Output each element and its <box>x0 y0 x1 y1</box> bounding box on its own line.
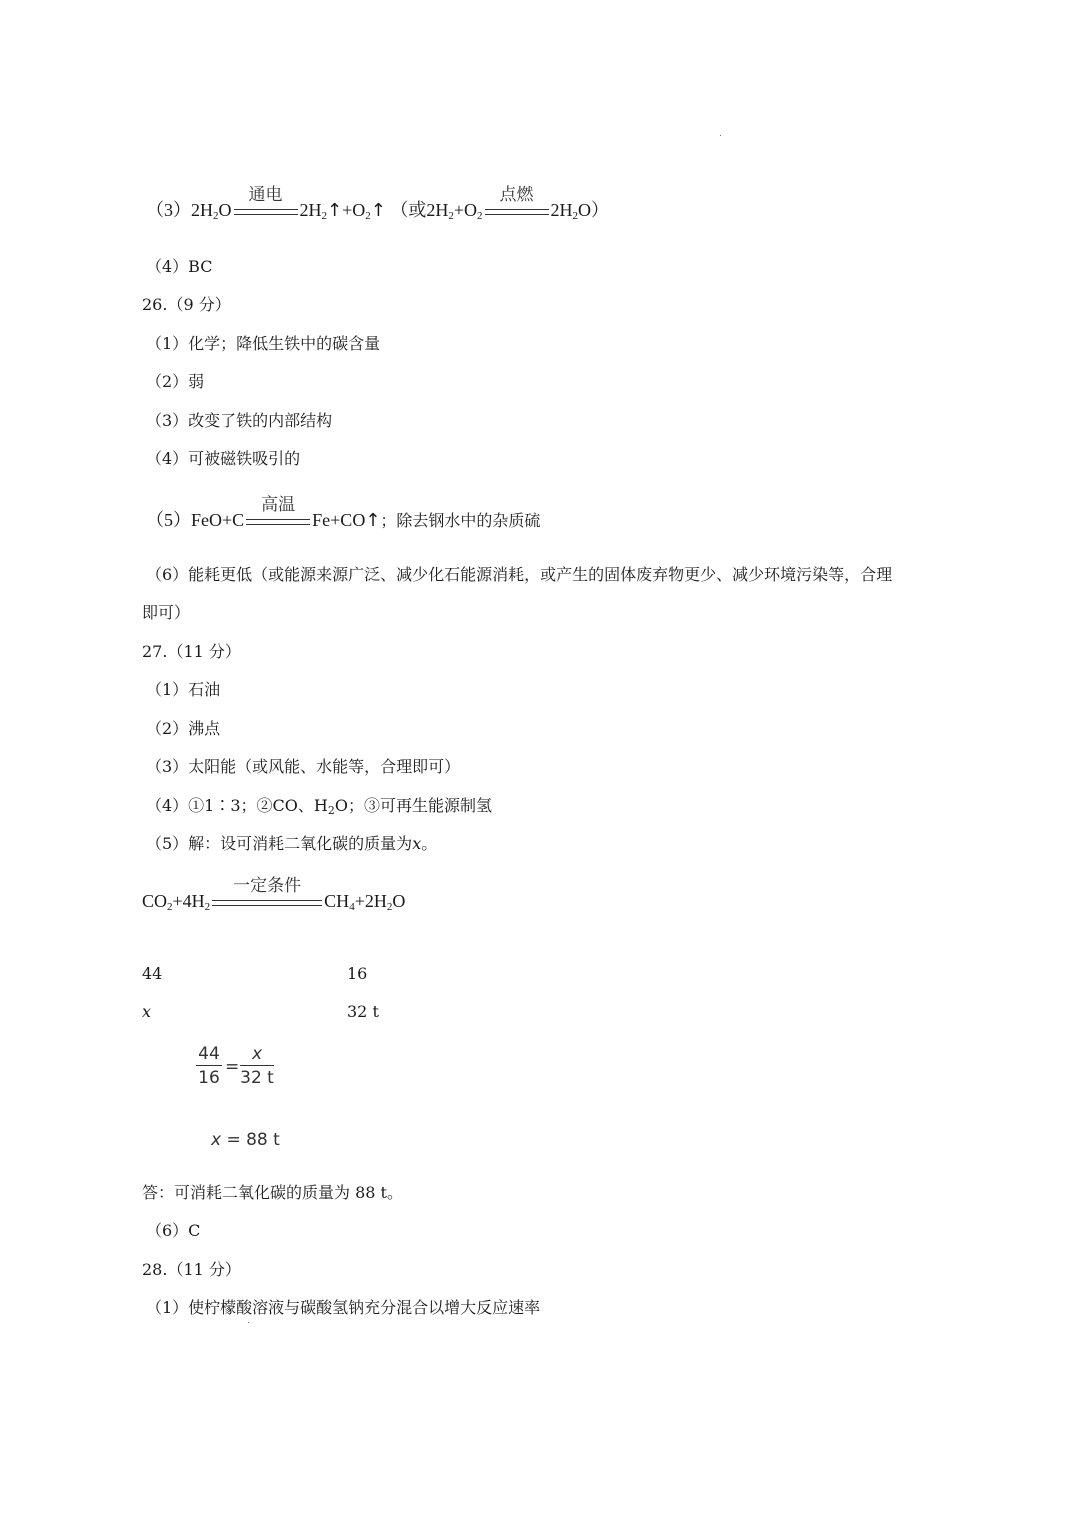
gas-up-icon: ↑ <box>327 200 343 221</box>
eq-text: +4H <box>172 891 205 911</box>
fraction-numerator: 44 <box>196 1044 222 1066</box>
stray-mark <box>720 135 721 136</box>
q27-header: 27.（11 分） <box>142 642 241 661</box>
fraction-denominator: 16 <box>198 1068 220 1088</box>
eq-sub: 4 <box>349 901 355 913</box>
stray-mark <box>248 1322 249 1323</box>
text: 。 <box>421 834 438 853</box>
q25-4-answer: （4）BC <box>146 257 213 276</box>
q27-answer-5 <box>146 834 437 854</box>
reaction-condition: 一定条件 <box>233 875 302 896</box>
eq-text: 2H <box>550 200 573 220</box>
unknown-mass: x <box>142 1002 152 1021</box>
reaction-arrow <box>246 494 310 532</box>
result-value: = 88 t <box>226 1130 280 1150</box>
double-line <box>212 900 322 906</box>
reaction-condition: 通电 <box>248 184 283 205</box>
eq-sub: 2 <box>386 901 393 913</box>
variable: x <box>211 1130 222 1150</box>
q27-answer-2: （2）沸点 <box>146 719 221 738</box>
sub: 2 <box>327 804 335 817</box>
q28-header: 28.（11 分） <box>142 1260 241 1279</box>
eq-text: （3）2H <box>146 200 213 220</box>
eq-text: CO <box>142 891 168 911</box>
eq-text: 2H <box>299 200 322 220</box>
eq-text: （或2H <box>390 200 449 220</box>
q26-answer-2: （2）弱 <box>146 372 205 391</box>
q27-answer-4 <box>146 796 492 821</box>
q26-answer-4: （4）可被磁铁吸引的 <box>146 449 301 468</box>
eq-text: +2H <box>354 891 387 911</box>
ratio-equals: = <box>225 1057 240 1077</box>
text: （5）解：设可消耗二氧化碳的质量为 <box>146 834 413 853</box>
ratio-left-fraction <box>196 1044 222 1088</box>
eq-sub: 2 <box>477 210 483 222</box>
fraction-numerator: x <box>240 1044 274 1066</box>
gas-up-icon: ↑ <box>365 510 381 531</box>
eq-text: CH <box>324 891 350 911</box>
q26-header: 26.（9 分） <box>142 295 231 314</box>
mass-right: 16 <box>347 964 368 983</box>
eq-sub: 2 <box>204 901 211 913</box>
eq-text: （5）FeO+C <box>146 510 245 530</box>
eq-sub: 2 <box>448 210 454 222</box>
result <box>211 1130 280 1150</box>
reaction-arrow <box>234 184 298 222</box>
fraction-denominator: 32 t <box>240 1068 274 1088</box>
ratio-right-fraction <box>240 1044 274 1088</box>
q28-answer-1: （1）使柠檬酸溶液与碳酸氢钠充分混合以增大反应速率 <box>146 1298 541 1317</box>
q27-answer-3: （3）太阳能（或风能、水能等，合理即可） <box>146 757 461 776</box>
eq-text: +O <box>342 200 366 220</box>
text: （4）①1∶3；②CO、H <box>146 796 328 815</box>
q26-answer-1: （1）化学；降低生铁中的碳含量 <box>146 334 381 353</box>
variable: x <box>412 834 422 853</box>
q26-answer-5 <box>146 494 541 532</box>
eq-text: O） <box>578 200 609 220</box>
text: O；③可再生能源制氢 <box>334 796 492 815</box>
eq-text: O <box>392 891 406 911</box>
reaction-arrow <box>485 184 549 222</box>
double-line <box>234 209 298 215</box>
q26-answer-6-line2: 即可） <box>142 603 191 622</box>
reaction-condition: 高温 <box>261 494 296 515</box>
eq-sub: 2 <box>321 210 327 222</box>
double-line <box>485 209 549 215</box>
q25-3-equation <box>146 184 609 222</box>
eq-text: Fe+CO <box>312 510 366 530</box>
q26-answer-3: （3）改变了铁的内部结构 <box>146 411 333 430</box>
reaction-condition: 点燃 <box>499 184 534 205</box>
eq-text: O <box>218 200 232 220</box>
eq-sub: 2 <box>572 210 578 222</box>
q26-answer-6-line1: （6）能耗更低（或能源来源广泛、减少化石能源消耗，或产生的固体废弃物更少、减少环境污染等，合理 <box>146 565 893 584</box>
eq-sub: 2 <box>365 210 371 222</box>
eq-text: ；除去钢水中的杂质硫 <box>380 511 541 530</box>
mass-left: 44 <box>142 964 163 983</box>
eq-sub: 2 <box>167 901 173 913</box>
double-line <box>246 519 310 525</box>
eq-text: +O <box>453 200 477 220</box>
eq-sub: 2 <box>213 210 219 222</box>
reaction-arrow <box>212 875 322 913</box>
q27-answer-6: （6）C <box>146 1221 201 1240</box>
q27-final-answer: 答：可消耗二氧化碳的质量为 88 t。 <box>142 1183 403 1202</box>
gas-up-icon: ↑ <box>370 200 386 221</box>
given-mass: 32 t <box>347 1002 379 1021</box>
q27-answer-1: （1）石油 <box>146 680 221 699</box>
q27-equation <box>142 875 406 913</box>
